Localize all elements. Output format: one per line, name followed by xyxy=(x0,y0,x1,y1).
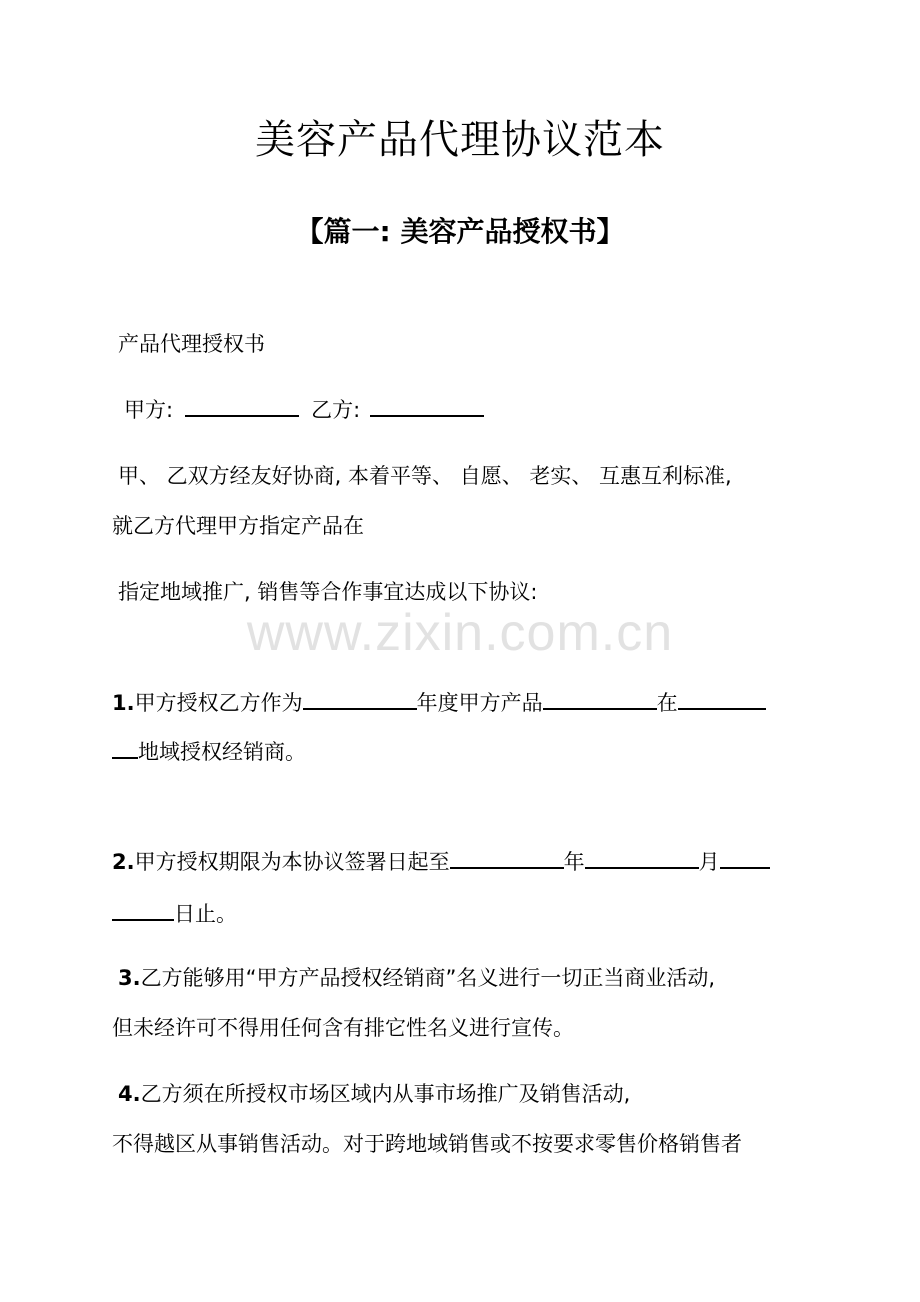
clause-3-text-1: 乙方能够用“甲方产品授权经销商”名义进行一切正当商业活动, xyxy=(140,966,716,990)
party-line xyxy=(124,394,484,424)
clause-4-number: 4. xyxy=(118,1082,141,1106)
party-a-label: 甲方: xyxy=(124,398,174,422)
clause-2-line-2 xyxy=(112,898,237,928)
clause-2-blank-day xyxy=(720,866,770,869)
clause-2-text-d: 日止。 xyxy=(174,902,237,926)
clause-1-text-a: 甲方授权乙方作为 xyxy=(134,691,303,715)
clause-1-text-c: 在 xyxy=(656,691,678,715)
intro-line-2: 就乙方代理甲方指定产品在 xyxy=(112,514,364,538)
clause-3-line-2: 但未经许可不得用任何含有排它性名义进行宣传。 xyxy=(112,1016,574,1040)
clause-2-line-1 xyxy=(112,846,770,876)
clause-4-line-1 xyxy=(118,1078,630,1108)
clause-1-blank-year xyxy=(303,707,417,710)
intro-line-1: 甲、 乙双方经友好协商, 本着平等、 自愿、 老实、 互惠互利标准, xyxy=(118,464,732,488)
section-subtitle: 【篇一: 美容产品授权书】 xyxy=(295,215,625,248)
clause-2-blank-day-cont xyxy=(112,918,174,921)
authorization-heading: 产品代理授权书 xyxy=(118,332,265,356)
clause-1-line-2 xyxy=(112,736,306,766)
clause-1-blank-product xyxy=(543,707,657,710)
clause-1-blank-region-cont xyxy=(112,756,138,759)
clause-2-text-b: 年 xyxy=(563,850,585,874)
clause-2-number: 2. xyxy=(112,850,135,874)
party-b-label: 乙方: xyxy=(311,398,361,422)
clause-4-line-2: 不得越区从事销售活动。对于跨地域销售或不按要求零售价格销售者 xyxy=(112,1132,742,1156)
clause-1-blank-region xyxy=(678,707,766,710)
clause-2-blank-month xyxy=(585,866,699,869)
clause-1-text-d: 地域授权经销商。 xyxy=(138,740,306,764)
clause-4-text-1: 乙方须在所授权市场区域内从事市场推广及销售活动, xyxy=(140,1082,631,1106)
clause-2-blank-year xyxy=(450,866,564,869)
clause-1-number: 1. xyxy=(112,691,135,715)
party-b-blank xyxy=(370,414,484,417)
party-a-blank xyxy=(185,414,299,417)
clause-2-text-a: 甲方授权期限为本协议签署日起至 xyxy=(134,850,450,874)
intro-line-3: 指定地域推广, 销售等合作事宜达成以下协议: xyxy=(118,580,538,604)
clause-2-text-c: 月 xyxy=(698,850,720,874)
clause-3-number: 3. xyxy=(118,966,141,990)
document-title: 美容产品代理协议范本 xyxy=(255,117,665,163)
clause-1-text-b: 年度甲方产品 xyxy=(416,691,543,715)
clause-1-line-1 xyxy=(112,687,766,717)
watermark: www.zixin.com.cn xyxy=(246,604,674,662)
clause-3-line-1 xyxy=(118,962,715,992)
